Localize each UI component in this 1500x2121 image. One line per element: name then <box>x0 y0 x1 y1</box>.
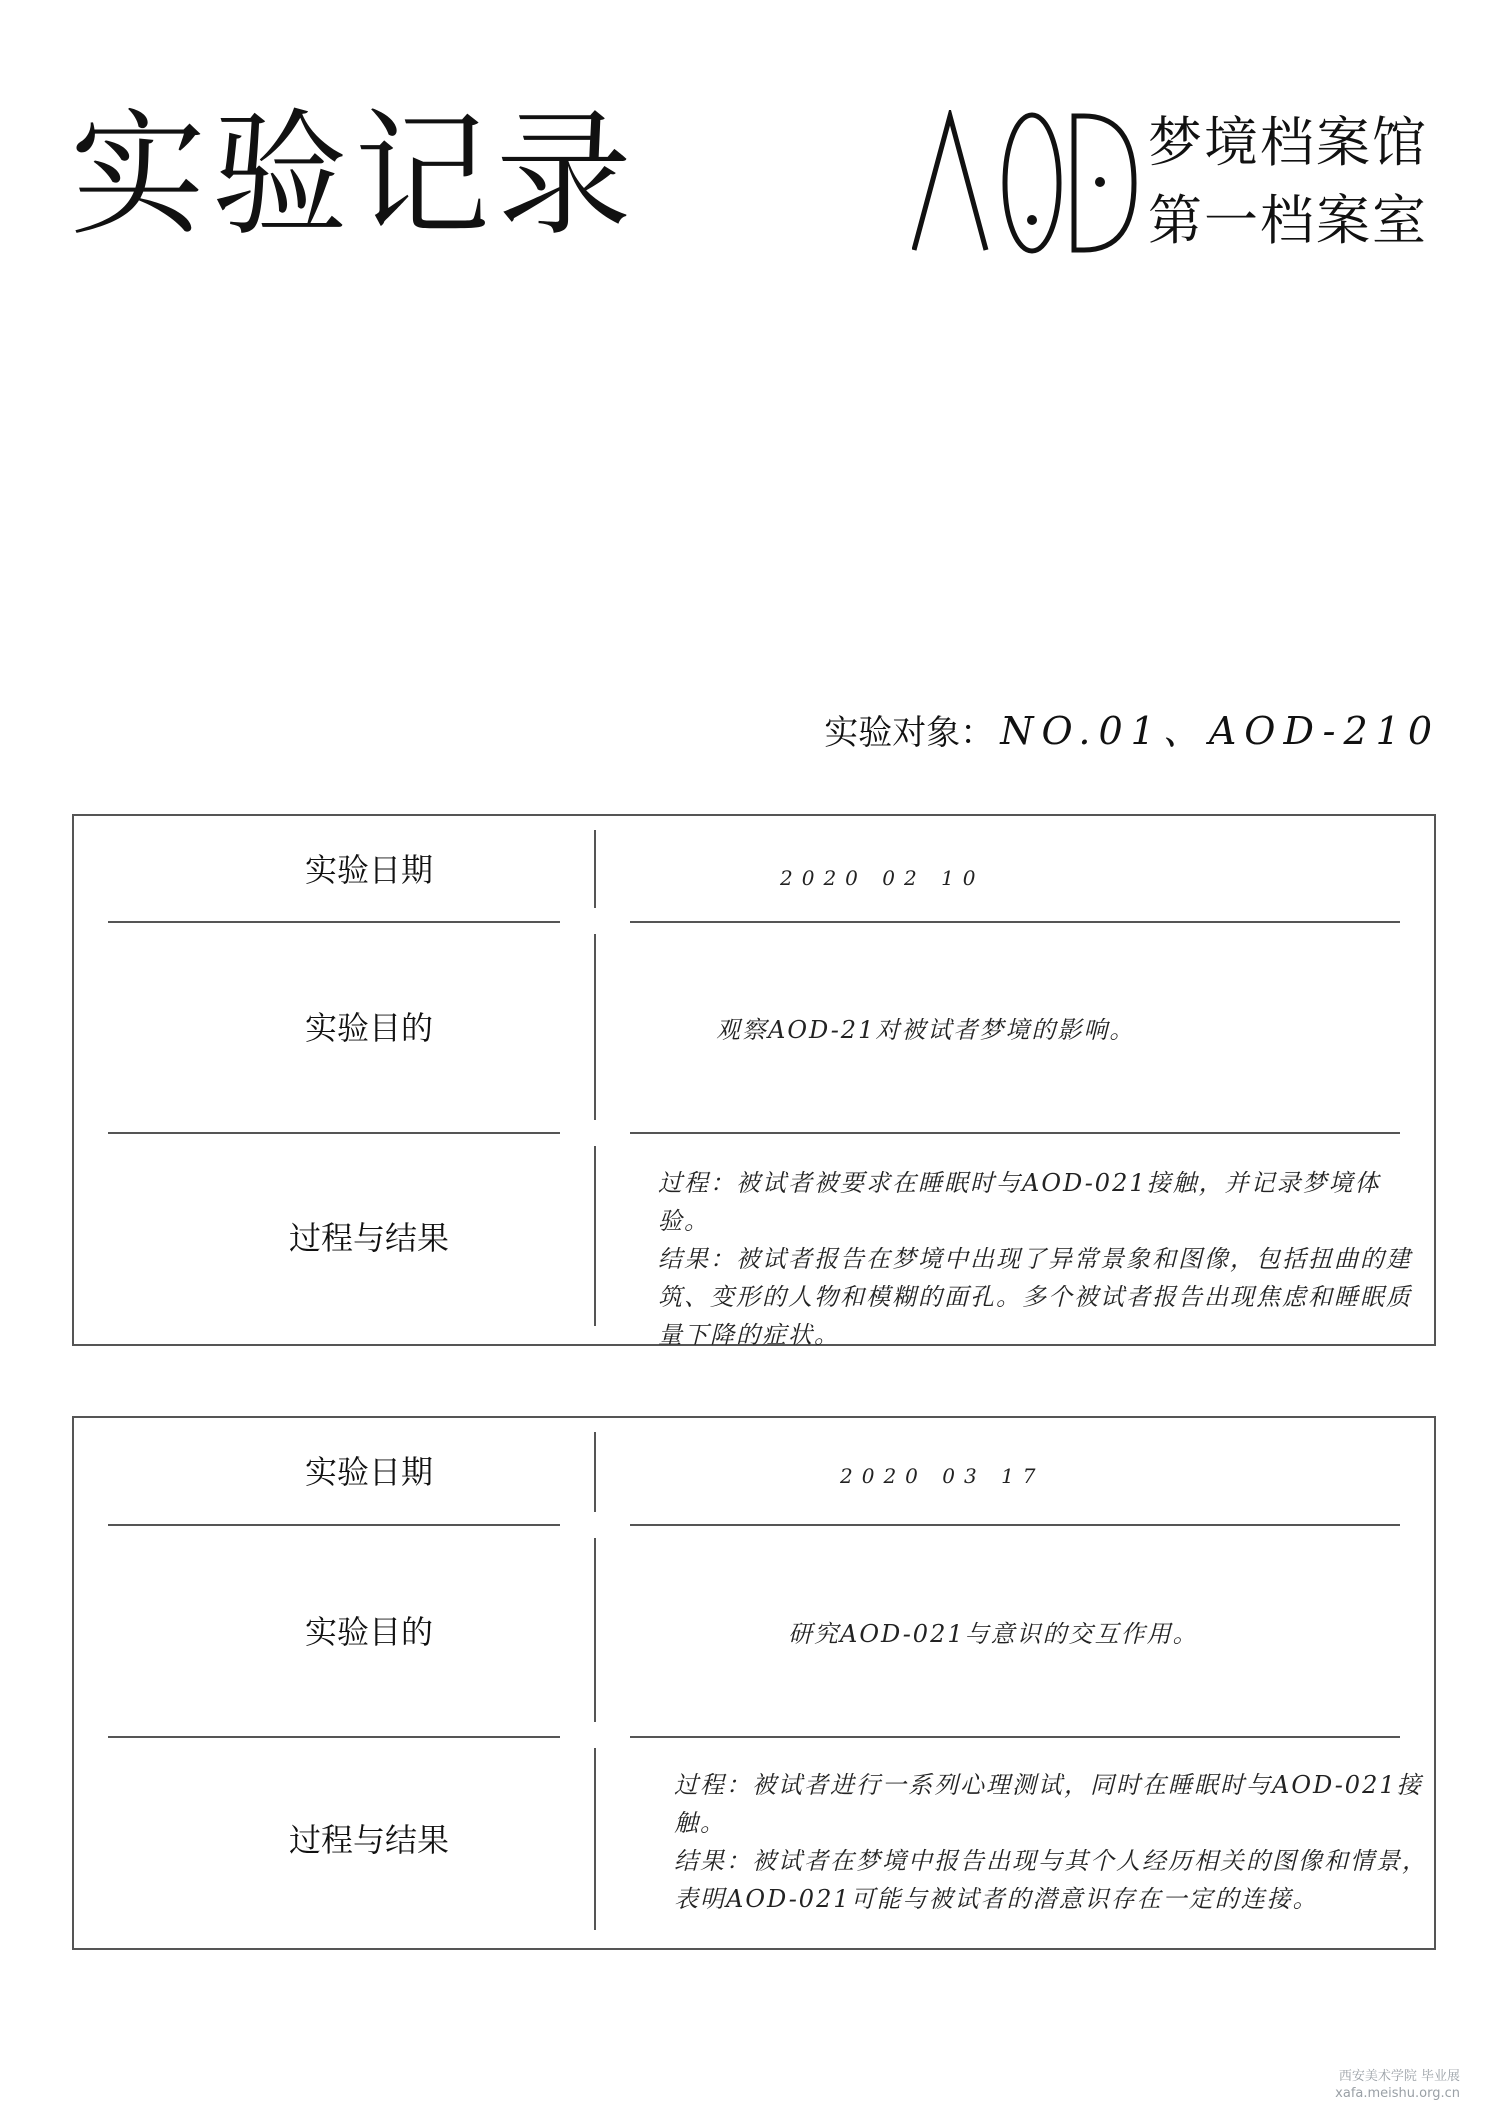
divider <box>108 1736 560 1738</box>
process-result-text <box>674 1766 1434 1918</box>
archive-logo <box>912 110 1452 260</box>
record-table-1 <box>72 814 1436 1349</box>
page-title: 实验记录 <box>70 97 638 255</box>
purpose-label: 实验目的 <box>304 1009 433 1047</box>
date-value: 2020 03 17 <box>840 1464 1045 1488</box>
divider <box>108 921 560 923</box>
logo-line-room: 第一档案室 <box>1148 189 1428 252</box>
purpose-label: 实验目的 <box>304 1613 433 1651</box>
divider <box>108 1524 560 1526</box>
aod-logo-mark-icon <box>912 110 1142 260</box>
process-result-text <box>658 1164 1418 1354</box>
date-value: 2020 02 10 <box>780 866 985 890</box>
result-line: 结果：被试者在梦境中报告出现与其个人经历相关的图像和情景，表明AOD-021可能与被试者的潜意识存在一定的连接。 <box>674 1847 1428 1913</box>
result-line: 结果：被试者报告在梦境中出现了异常景象和图像，包括扭曲的建筑、变形的人物和模糊的面孔。多个被试者报告出现焦虑和睡眠质量下降的症状。 <box>658 1245 1412 1349</box>
divider <box>630 1736 1400 1738</box>
date-label: 实验日期 <box>304 1453 433 1491</box>
date-label: 实验日期 <box>304 851 433 889</box>
divider <box>630 1524 1400 1526</box>
divider <box>108 1132 560 1134</box>
logo-line-archive: 梦境档案馆 <box>1148 111 1428 174</box>
record-table-2 <box>72 1416 1436 1950</box>
divider <box>630 1132 1400 1134</box>
purpose-value: 研究AOD-021与意识的交互作用。 <box>788 1620 1199 1648</box>
process-line: 过程：被试者被要求在睡眠时与AOD-021接触，并记录梦境体验。 <box>658 1169 1381 1235</box>
purpose-value: 观察AOD-21对被试者梦境的影响。 <box>716 1016 1136 1044</box>
divider <box>630 921 1400 923</box>
subject-value: NO.01、AOD-210 <box>1000 709 1440 753</box>
watermark <box>1335 2069 1460 2103</box>
watermark-line-1: 西安美术学院 毕业展 <box>1338 2069 1460 2085</box>
watermark-line-2: xafa.meishu.org.cn <box>1335 2086 1460 2102</box>
process-label: 过程与结果 <box>288 1219 449 1257</box>
experiment-subject <box>824 700 1440 753</box>
subject-label: 实验对象： <box>824 713 995 753</box>
process-label: 过程与结果 <box>288 1821 449 1859</box>
process-line: 过程：被试者进行一系列心理测试，同时在睡眠时与AOD-021接触。 <box>674 1771 1423 1837</box>
